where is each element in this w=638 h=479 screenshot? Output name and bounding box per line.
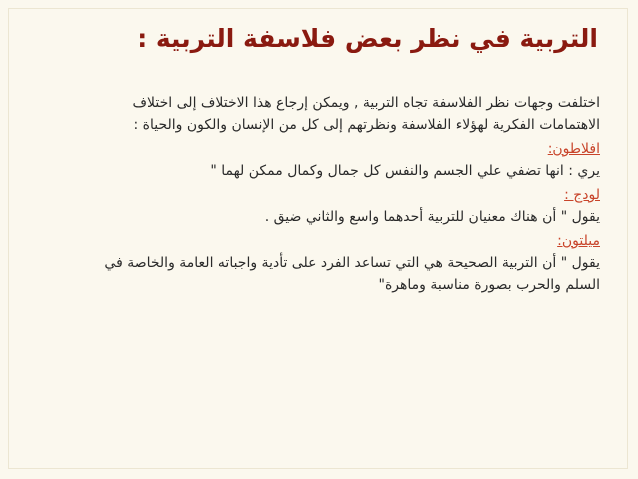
slide-body <box>40 92 600 296</box>
intro-line-2: الاهتمامات الفكرية لهؤلاء الفلاسفة ونظرتهم إلى كل من الإنسان والكون والحياة : <box>133 117 600 133</box>
slide-title: التربية في نظر بعض فلاسفة التربية : <box>137 24 598 53</box>
philosopher-name-plato: افلاطون: <box>547 141 600 157</box>
lodge-quote-line-1: يقول " أن هناك معنيان للتربية أحدهما واسع والثاني ضيق . <box>264 209 600 225</box>
milton-quote-line-2: السلم والحرب بصورة مناسبة وماهرة" <box>378 277 600 293</box>
intro-line-1: اختلفت وجهات نظر الفلاسفة تجاه التربية , ويمكن إرجاع هذا الاختلاف إلى اختلاف <box>132 95 600 111</box>
philosopher-name-lodge: لودج : <box>564 187 600 203</box>
milton-quote-line-1: يقول " أن التربية الصحيحة هي التي تساعد الفرد على تأدية واجباته العامة والخاصة في <box>104 255 600 271</box>
plato-quote-line-1: يري : انها تضفي علي الجسم والنفس كل جمال وكمال ممكن لهما " <box>210 163 600 179</box>
philosopher-name-milton: ميلتون: <box>557 233 600 249</box>
